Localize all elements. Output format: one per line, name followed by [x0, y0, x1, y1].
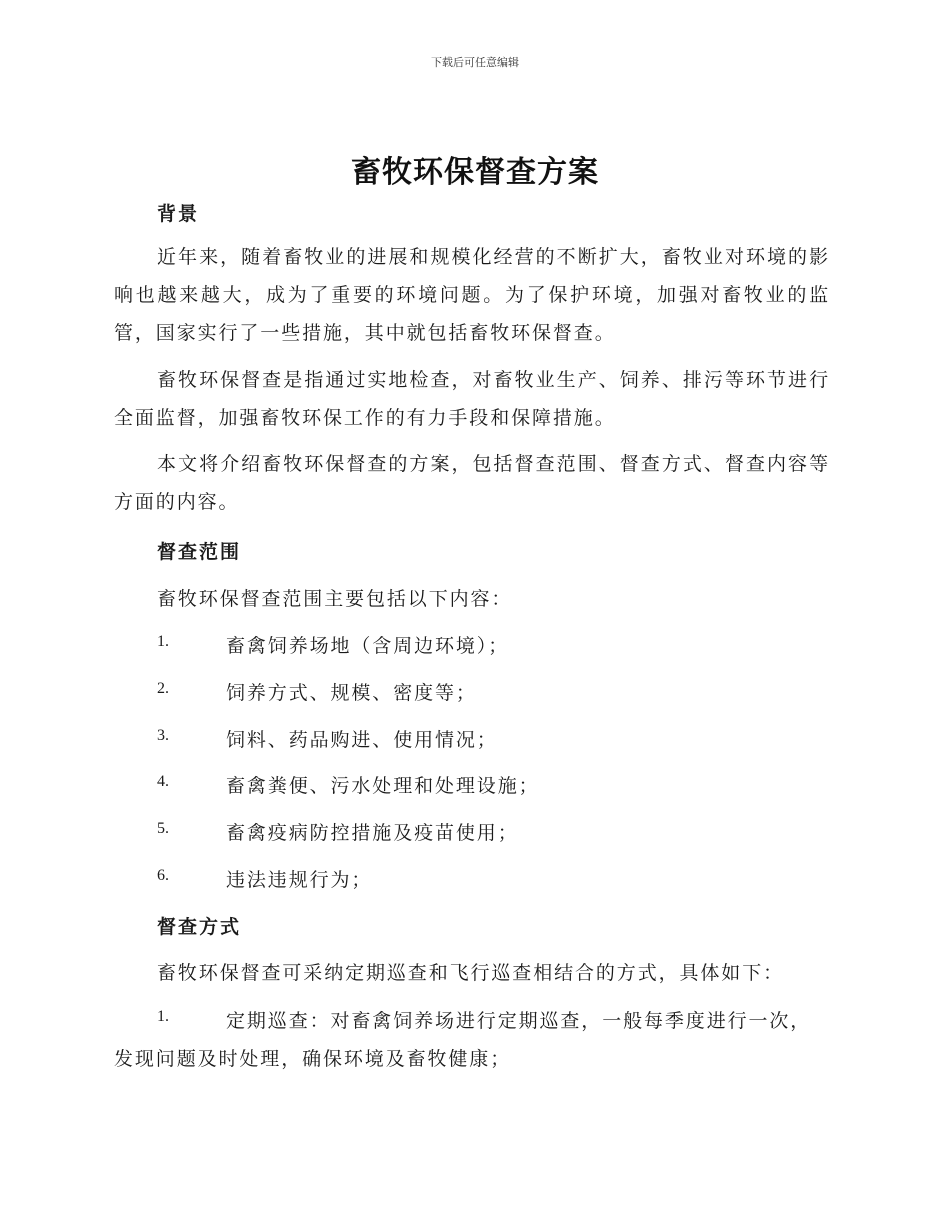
- list-item-text: 饲养方式、规模、密度等；: [226, 682, 477, 704]
- method-intro: 畜牧环保督查可采纳定期巡查和飞行巡查相结合的方式，具体如下：: [157, 962, 785, 984]
- list-item-text: 畜禽饲养场地（含周边环境）；: [226, 635, 510, 657]
- list-item-text: 畜禽疫病防控措施及疫苗使用；: [226, 822, 519, 844]
- section-heading-scope: 督查范围: [157, 541, 242, 563]
- paragraph-background-2: 畜牧环保督查是指通过实地检查，对畜牧业生产、饲养、排污等环节进行全面监督，加强畜牧环保工作的有力手段和保障措施。: [114, 369, 830, 429]
- section-heading-background: 背景: [157, 203, 200, 225]
- list-item-text: 饲料、药品购进、使用情况；: [226, 729, 498, 751]
- paragraph-background-1: 近年来，随着畜牧业的进展和规模化经营的不断扩大，畜牧业对环境的影响也越来越大，成为了重要的环境问题。为了保护环境，加强对畜牧业的监管，国家实行了一些措施，其中就包括畜牧环保督查。: [114, 246, 830, 344]
- list-item-number: 5.: [157, 820, 169, 837]
- list-item-text: 违法违规行为；: [226, 869, 373, 891]
- list-item-number: 1.: [157, 1008, 169, 1025]
- list-item-number: 4.: [157, 773, 169, 790]
- document-title: 畜牧环保督查方案: [351, 155, 599, 190]
- scope-intro: 畜牧环保督查范围主要包括以下内容：: [157, 588, 513, 610]
- list-item-text: 定期巡查：对畜禽饲养场进行定期巡查，一般每季度进行一次，: [226, 1010, 812, 1032]
- list-item-number: 6.: [157, 867, 169, 884]
- list-item-number: 3.: [157, 727, 169, 744]
- list-item-text: 畜禽粪便、污水处理和处理设施；: [226, 775, 540, 797]
- list-item-text-continuation: 发现问题及时处理，确保环境及畜牧健康；: [114, 1048, 512, 1070]
- paragraph-background-3: 本文将介绍畜牧环保督查的方案，包括督查范围、督查方式、督查内容等方面的内容。: [114, 453, 830, 513]
- page-header-note: 下载后可任意编辑: [431, 56, 519, 69]
- section-heading-method: 督查方式: [157, 916, 242, 938]
- list-item-number: 1.: [157, 633, 169, 650]
- list-item-number: 2.: [157, 680, 169, 697]
